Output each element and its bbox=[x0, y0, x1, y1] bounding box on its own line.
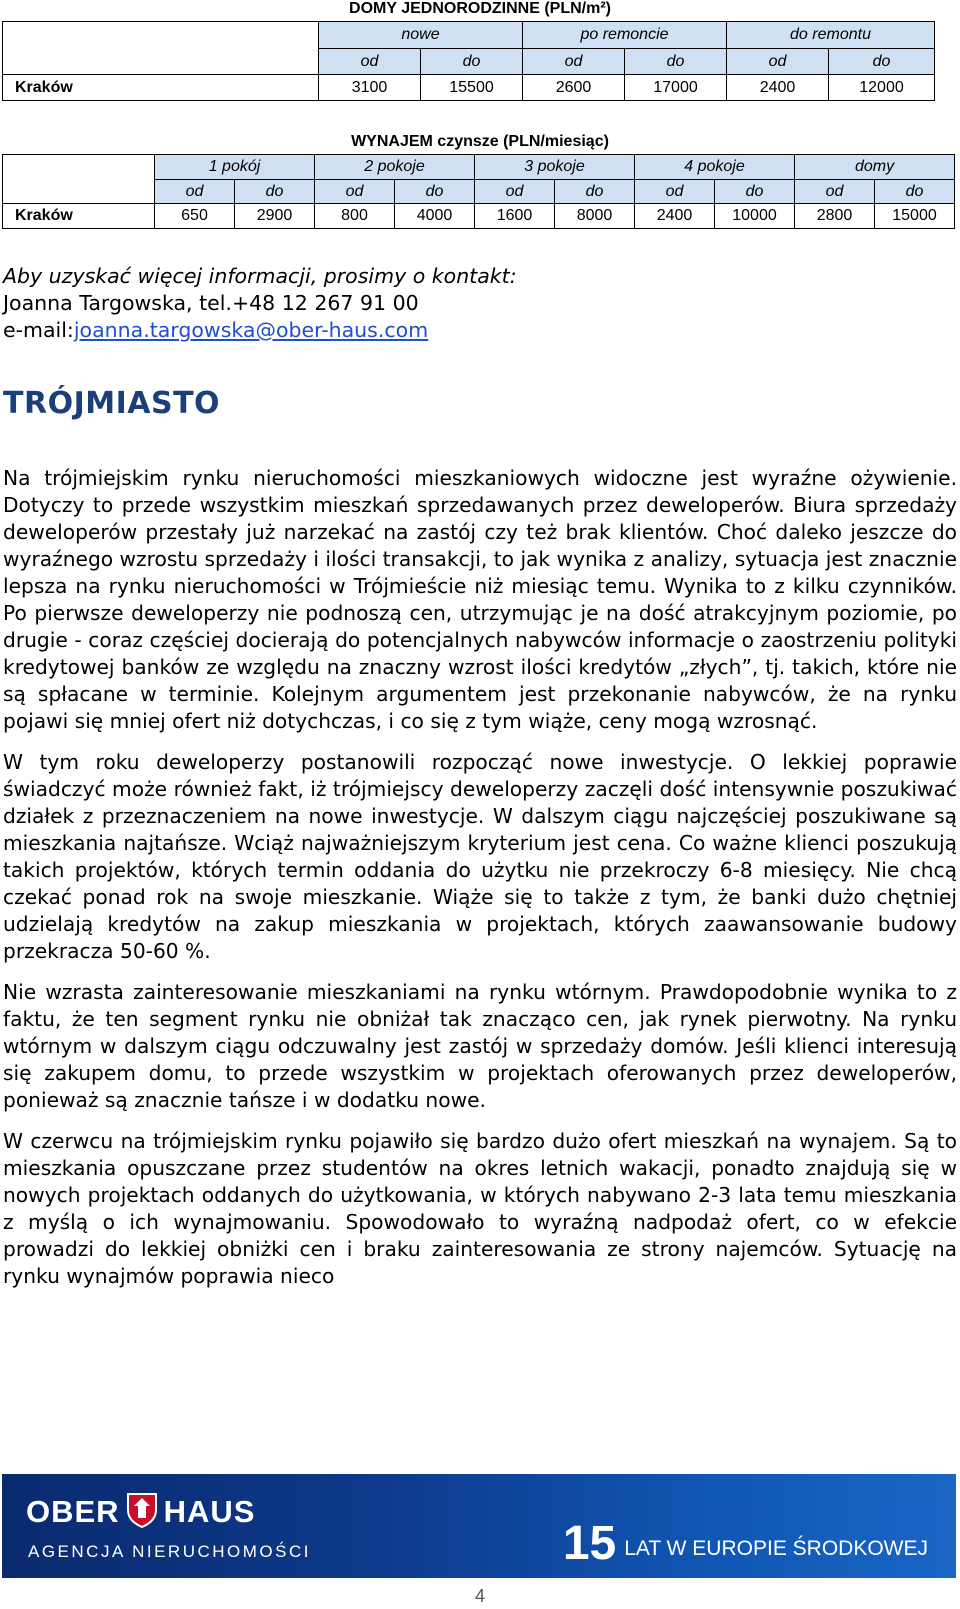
value-cell: 8000 bbox=[555, 204, 635, 229]
contact-intro: Aby uzyskać więcej informacji, prosimy o kontakt: bbox=[3, 264, 517, 288]
value-cell: 2900 bbox=[235, 204, 315, 229]
paragraph: Na trójmiejskim rynku nieruchomości mieszkaniowych widoczne jest wyraźne ożywienie. Dotyczy to przede wszystkim mieszkań sprzedawanych przez deweloperów. Biura sprzedaży deweloperów przestały już narzekać na zastój czy też brak klientów. Choć daleko jeszcze do wyraźnego wzrostu sprzedaży i ilości transakcji, to jak wynika z analizy, sytuacja jest znacznie lepsza na rynku nieruchomości w Trójmieście niż miesiąc temu. Wynika to z kilku czynników. Po pierwsze deweloperzy nie podnoszą cen, utrzymując je na dość atrakcyjnym poziomie, po drugie - coraz częściej docierają do potencjalnych nabywców informacje o zaostrzeniu polityki kredytowej banków ze względu na znaczny wzrost ilości kredytów „złych”, tj. takich, które nie są spłacane w terminie. Kolejnym argumentem jest przekonanie nabywców, że na rynku pojawi się mniej ofert niż dotychczas, i co się z tym wiąże, ceny mogą wzrosnąć. bbox=[3, 466, 957, 733]
group-header: 2 pokoje bbox=[315, 155, 475, 180]
section-heading: TRÓJMIASTO bbox=[3, 386, 221, 421]
sub-header: od bbox=[523, 49, 625, 75]
value-cell: 650 bbox=[155, 204, 235, 229]
value-cell: 2400 bbox=[635, 204, 715, 229]
sub-header: od bbox=[795, 180, 875, 204]
table2-title: WYNAJEM czynsze (PLN/miesiąc) bbox=[351, 133, 609, 150]
table-row bbox=[3, 204, 955, 229]
sub-header: do bbox=[395, 180, 475, 204]
anniversary-text: LAT W EUROPIE ŚRODKOWEJ bbox=[624, 1537, 928, 1560]
table-corner bbox=[3, 155, 155, 204]
sub-header: do bbox=[625, 49, 727, 75]
article-body bbox=[3, 465, 957, 1304]
city-cell: Kraków bbox=[3, 75, 319, 101]
value-cell: 1600 bbox=[475, 204, 555, 229]
logo-text-right: HAUS bbox=[163, 1494, 256, 1529]
email-label: e-mail: bbox=[3, 318, 74, 342]
table-corner bbox=[3, 22, 319, 75]
paragraph: W tym roku deweloperzy postanowili rozpocząć nowe inwestycje. O lekkiej poprawie świadczyć może również fakt, iż trójmiejscy deweloperzy zaczęli dość intensywnie poszukiwać działek z przeznaczeniem na nowe inwestycje. W dalszym ciągu najczęściej poszukiwane są mieszkania najtańsze. Wciąż najważniejszym kryterium jest cena. Co ważne klienci poszukują takich projektów, których termin oddania do użytku nie przekroczy 6-8 miesięcy. Nie chcą czekać ponad rok na swoje mieszkanie. Wiąże się to także z tym, że banki dużo chętniej udzielają kredytów na zakup mieszkania w projektach, których zaawansowanie budowy przekracza 50-60 %. bbox=[3, 750, 957, 963]
sub-header: od bbox=[727, 49, 829, 75]
city-cell: Kraków bbox=[3, 204, 155, 229]
value-cell: 800 bbox=[315, 204, 395, 229]
sub-header: od bbox=[475, 180, 555, 204]
table-row bbox=[3, 75, 935, 101]
paragraph: W czerwcu na trójmiejskim rynku pojawiło się bardzo dużo ofert mieszkań na wynajem. Są to mieszkania opuszczane przez studentów na okres letnich wakacji, ponadto znajdują się w nowych projektach oddanych do użytkowania, w których nabywano 2-3 lata temu mieszkania z myślą o ich wynajmowaniu. Spowodowało to wyraźną nadpodaż ofert, co w efekcie prowadzi do lekkiej obniżki cen i braku zainteresowania ze strony najemców. Sytuację na rynku wynajmów poprawia nieco bbox=[3, 1129, 957, 1288]
group-header: po remoncie bbox=[523, 22, 727, 49]
sub-header: do bbox=[829, 49, 935, 75]
value-cell: 2800 bbox=[795, 204, 875, 229]
ober-haus-logo bbox=[26, 1492, 255, 1530]
sub-header: od bbox=[635, 180, 715, 204]
value-cell: 10000 bbox=[715, 204, 795, 229]
sub-header: do bbox=[555, 180, 635, 204]
sub-header: od bbox=[155, 180, 235, 204]
value-cell: 2600 bbox=[523, 75, 625, 101]
footer-banner bbox=[2, 1474, 956, 1578]
logo-text-left: OBER bbox=[26, 1494, 120, 1529]
paragraph: Nie wzrasta zainteresowanie mieszkaniami na rynku wtórnym. Prawdopodobnie wynika to z faktu, że ten segment rynku nie obniżał tak znacząco cen, jak rynek pierwotny. Na rynku wtórnym w dalszym ciągu odczuwalny jest zastój w sprzedaży domów. Jeśli klienci interesują się zakupem domu, to przede wszystkim w projektach oferowanych przez deweloperów, ponieważ są znacznie tańsze i w dodatku nowe. bbox=[3, 980, 957, 1112]
table1-title: DOMY JEDNORODZINNE (PLN/m²) bbox=[349, 0, 611, 17]
anniversary-number: 15 bbox=[562, 1517, 617, 1570]
value-cell: 2400 bbox=[727, 75, 829, 101]
contact-person: Joanna Targowska, tel.+48 12 267 91 00 bbox=[3, 291, 419, 315]
group-header: 4 pokoje bbox=[635, 155, 795, 180]
group-header: nowe bbox=[319, 22, 523, 49]
sub-header: do bbox=[875, 180, 955, 204]
value-cell: 15000 bbox=[875, 204, 955, 229]
logo-tagline: AGENCJA NIERUCHOMOŚCI bbox=[28, 1542, 311, 1561]
sub-header: do bbox=[715, 180, 795, 204]
table-rent-prices bbox=[2, 154, 955, 229]
anniversary-badge bbox=[563, 1516, 928, 1571]
sub-header: do bbox=[235, 180, 315, 204]
contact-block bbox=[3, 263, 517, 344]
value-cell: 17000 bbox=[625, 75, 727, 101]
table-houses-prices bbox=[2, 21, 935, 101]
crest-icon bbox=[126, 1492, 158, 1528]
group-header: domy bbox=[795, 155, 955, 180]
email-link[interactable]: joanna.targowska@ober-haus.com bbox=[73, 318, 429, 342]
value-cell: 3100 bbox=[319, 75, 421, 101]
contact-email-line bbox=[3, 317, 517, 344]
sub-header: od bbox=[315, 180, 395, 204]
page-number: 4 bbox=[474, 1586, 485, 1606]
group-header: do remontu bbox=[727, 22, 935, 49]
group-header: 1 pokój bbox=[155, 155, 315, 180]
sub-header: od bbox=[319, 49, 421, 75]
value-cell: 15500 bbox=[421, 75, 523, 101]
value-cell: 12000 bbox=[829, 75, 935, 101]
group-header: 3 pokoje bbox=[475, 155, 635, 180]
value-cell: 4000 bbox=[395, 204, 475, 229]
sub-header: do bbox=[421, 49, 523, 75]
